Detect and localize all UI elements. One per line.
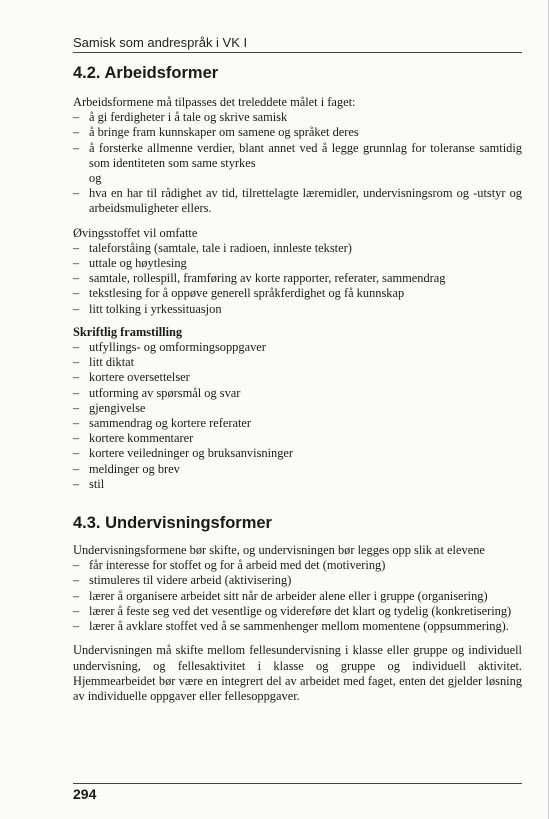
- section-4-2-intro: Arbeidsformene må tilpasses det treleddete målet i faget:: [73, 95, 356, 109]
- list-item: – lærer å feste seg ved det vesentlige og videreføre det klart og tydelig (konkretisering): [73, 603, 512, 618]
- list-item: – stil: [73, 476, 105, 491]
- section-heading-4-2: 4.2. Arbeidsformer: [73, 64, 219, 82]
- list-item: – taleforståing (samtale, tale i radioen, innleste tekster): [73, 240, 352, 255]
- footer-rule: [73, 783, 522, 784]
- skriftlig-list: [73, 340, 522, 492]
- list-item: – hva en har til rådighet av tid, tilrettelagte læremidler, undervisningsrom og -utstyr og arbeidsmuligheter ellers.: [73, 186, 522, 216]
- og-connector: og: [89, 171, 102, 186]
- list-item: – kortere kommentarer: [73, 431, 194, 446]
- list-item: – utfyllings- og omformingsoppgaver: [73, 340, 266, 355]
- skriftlig-heading: Skriftlig framstilling: [73, 324, 183, 339]
- section-4-3-intro: Undervisningsformene bør skifte, og undervisningen bør legges opp slik at elevene: [73, 543, 485, 558]
- list-item: – utforming av spørsmål og svar: [73, 385, 241, 400]
- list-item: – samtale, rollespill, framføring av korte rapporter, referater, sammendrag: [73, 271, 446, 286]
- list-item: – uttale og høytlesing: [73, 256, 187, 271]
- list-item: – gjengivelse: [73, 400, 146, 415]
- section-4-3-paragraph: Undervisningen må skifte mellom fellesundervisning i klasse eller gruppe og individuell undervisning, og fellesaktivitet i klasse og gruppe og individuell aktivitet. Hjemmearbeidet bør være en integrert del av arbeidet med faget, enten det gjelder løsning av individuelle oppgaver eller fellesoppgaver.: [73, 643, 522, 703]
- header-rule: [73, 52, 522, 53]
- list-item: – lærer å organisere arbeidet sitt når de arbeider alene eller i gruppe (organisering): [73, 588, 488, 603]
- ovingsstoff-list: [73, 241, 522, 317]
- list-item: – tekstlesing for å oppøve generell språkferdighet og få kunnskap: [73, 286, 405, 301]
- list-item: – sammendrag og kortere referater: [73, 416, 252, 431]
- running-header: Samisk som andrespråk i VK I: [73, 35, 248, 50]
- list-item: – kortere veiledninger og bruksanvisninger: [73, 446, 294, 461]
- list-item: – å forsterke allmenne verdier, blant annet ved å legge grunnlag for toleranse samtidig som identiteten som same styrkes: [73, 140, 522, 170]
- arbeidsformer-list-cont: [73, 186, 522, 216]
- arbeidsformer-list: [73, 110, 522, 171]
- list-item: – får interesse for stoffet og for å arbeid med det (motivering): [73, 558, 386, 573]
- section-heading-4-3: 4.3. Undervisningsformer: [73, 514, 272, 533]
- list-item: – litt diktat: [73, 355, 135, 370]
- list-item: – lærer å avklare stoffet ved å se sammenhenger mellom momentene (oppsummering).: [73, 619, 509, 634]
- list-item: – meldinger og brev: [73, 461, 180, 476]
- page-number: 294: [73, 786, 97, 802]
- page-content: [73, 62, 522, 704]
- undervisningsformer-list: [73, 558, 522, 634]
- list-item: – kortere oversettelser: [73, 370, 190, 385]
- ovingsstoff-intro: Øvingsstoffet vil omfatte: [73, 225, 198, 240]
- list-item: – litt tolking i yrkessituasjon: [73, 301, 222, 316]
- list-item: – å gi ferdigheter i å tale og skrive samisk: [73, 110, 288, 125]
- list-item: – å bringe fram kunnskaper om samene og språket deres: [73, 125, 359, 140]
- list-item: – stimuleres til videre arbeid (aktivisering): [73, 573, 292, 588]
